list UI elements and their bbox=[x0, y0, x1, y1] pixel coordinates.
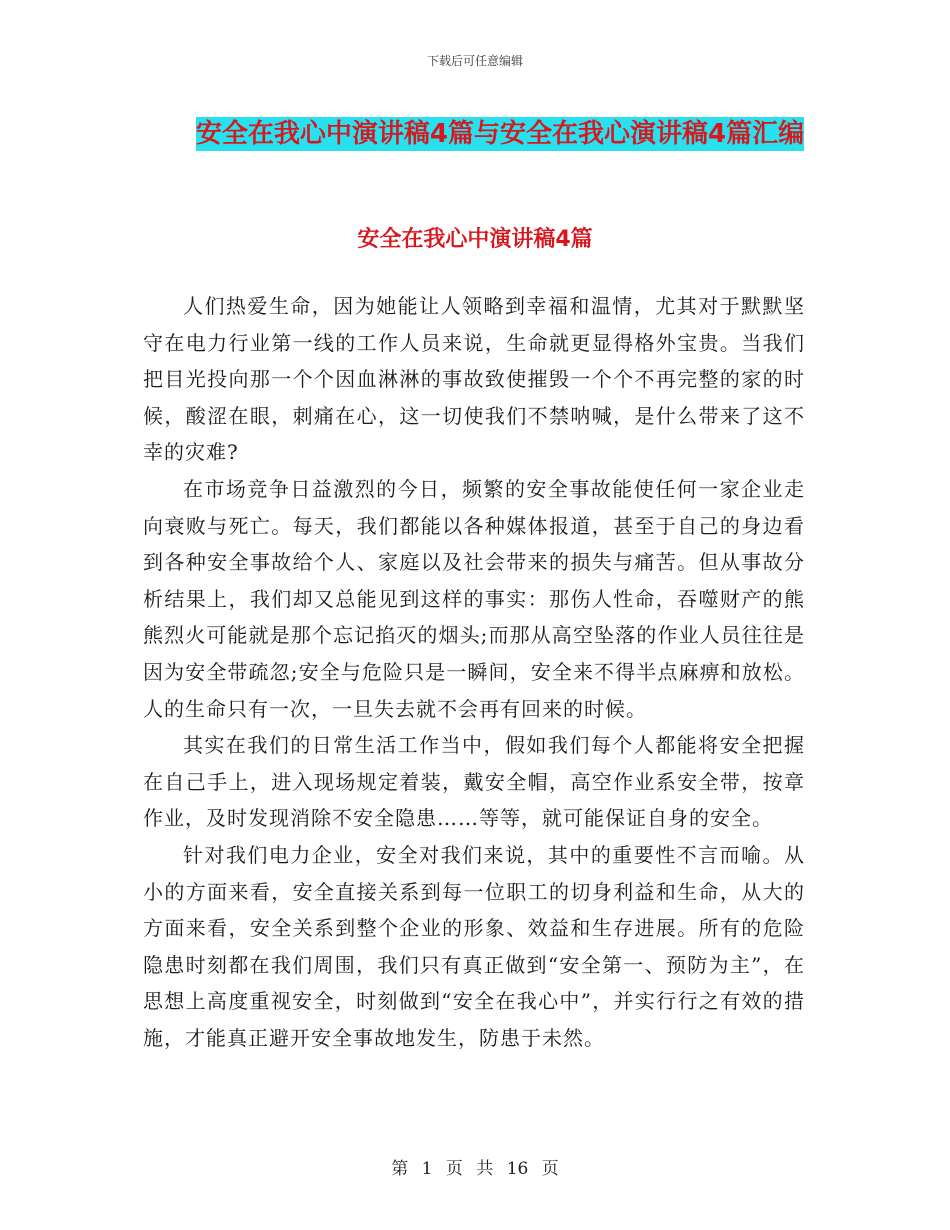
page-number: 1 bbox=[421, 1159, 433, 1179]
footer-label-ye: 页 bbox=[445, 1159, 463, 1179]
section-title: 安全在我心中演讲稿4篇 bbox=[357, 227, 593, 252]
footer-label-di: 第 bbox=[391, 1159, 409, 1179]
document-title-text: 安全在我心中演讲稿4篇与安全在我心演讲稿4篇汇编 bbox=[195, 119, 805, 149]
footer-label-gong: 共 bbox=[476, 1159, 494, 1179]
header-note: 下载后可任意编辑 bbox=[426, 54, 523, 68]
body-text bbox=[143, 288, 805, 1056]
document-title bbox=[195, 110, 805, 158]
paragraph: 在市场竞争日益激烈的今日，频繁的安全事故能使任何一家企业走向衰败与死亡。每天，我们都能以各种媒体报道，甚至于自己的身边看到各种安全事故给个人、家庭以及社会带来的损失与痛苦。但从事故分析结果上，我们却又总能见到这样的事实：那伤人性命，吞噬财产的熊熊烈火可能就是那个忘记掐灭的烟头;而那从高空坠落的作业人员往往是因为安全带疏忽;安全与危险只是一瞬间，安全来不得半点麻痹和放松。人的生命只有一次，一旦失去就不会再有回来的时候。 bbox=[143, 476, 805, 721]
footer-label-ye2: 页 bbox=[541, 1159, 559, 1179]
page-total: 16 bbox=[506, 1159, 529, 1179]
paragraph: 人们热爱生命，因为她能让人领略到幸福和温情，尤其对于默默坚守在电力行业第一线的工作人员来说，生命就更显得格外宝贵。当我们把目光投向那一个个因血淋淋的事故致使摧毁一个个不再完整的家的时候，酸涩在眼，刺痛在心，这一切使我们不禁呐喊，是什么带来了这不幸的灾难? bbox=[143, 294, 805, 465]
page-footer bbox=[0, 1154, 950, 1179]
paragraph: 针对我们电力企业，安全对我们来说，其中的重要性不言而喻。从小的方面来看，安全直接关系到每一位职工的切身利益和生命，从大的方面来看，安全关系到整个企业的形象、效益和生存进展。所有的危险隐患时刻都在我们周围，我们只有真正做到“安全第一、预防为主”，在思想上高度重视安全，时刻做到“安全在我心中”，并实行行之有效的措施，才能真正避开安全事故地发生，防患于未然。 bbox=[143, 842, 805, 1050]
paragraph: 其实在我们的日常生活工作当中，假如我们每个人都能将安全把握在自己手上，进入现场规定着装，戴安全帽，高空作业系安全带，按章作业，及时发现消除不安全隐患……等等，就可能保证自身的安全。 bbox=[143, 733, 805, 831]
